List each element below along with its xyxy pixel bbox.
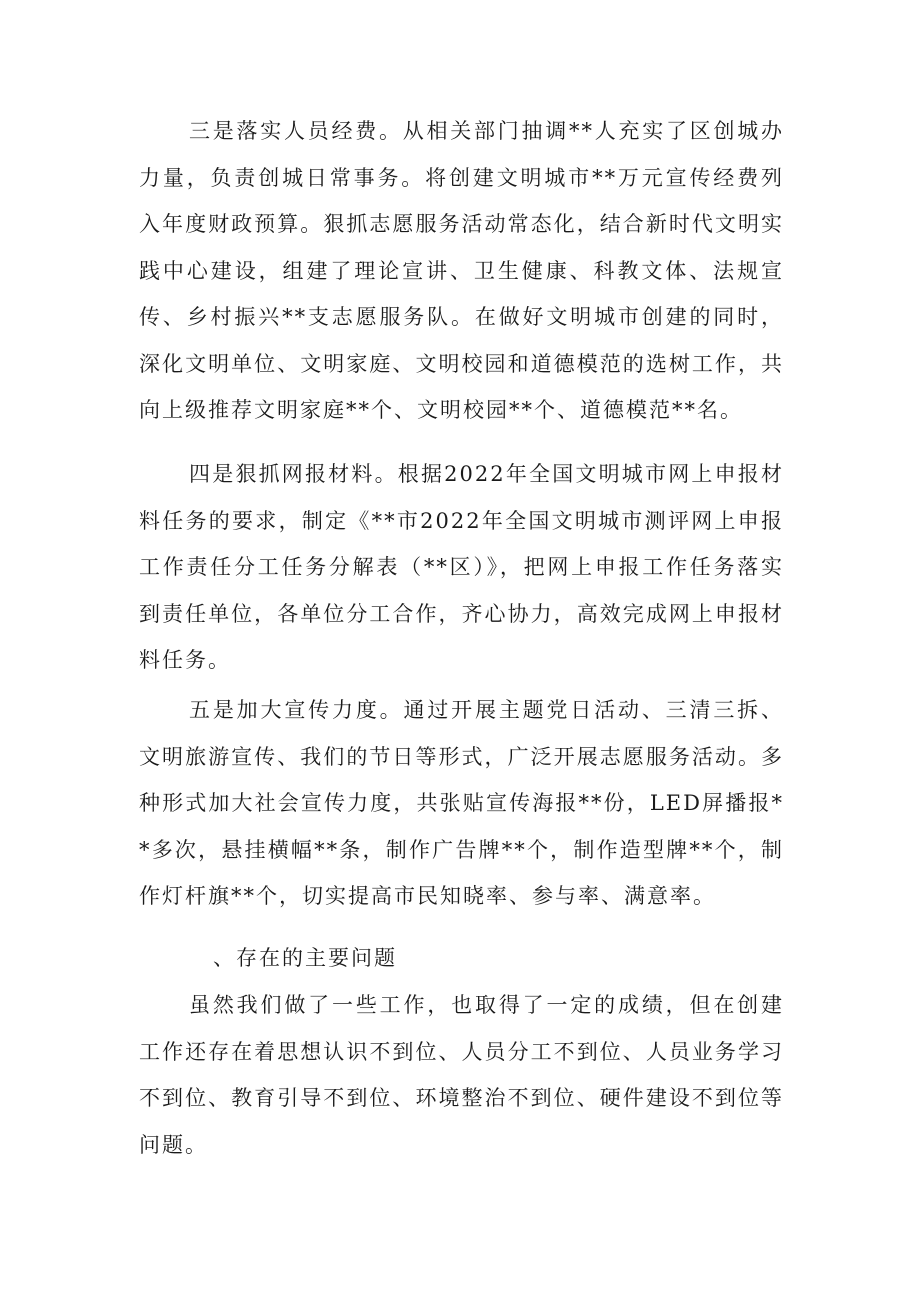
- paragraph-publicity: 五是加大宣传力度。通过开展主题党日活动、三清三拆、文明旅游宣传、我们的节日等形式，广泛开展志愿服务活动。多种形式加大社会宣传力度，共张贴宣传海报**份，LED屏播报**多次，悬挂横幅**条，制作广告牌**个，制作造型牌**个，制作灯杆旗**个，切实提高市民知晓率、参与率、满意率。: [139, 698, 784, 908]
- paragraph-problems-summary: 虽然我们做了一些工作，也取得了一定的成绩，但在创建工作还存在着思想认识不到位、人员分工不到位、人员业务学习不到位、教育引导不到位、环境整治不到位、硬件建设不到位等问题。: [139, 993, 784, 1157]
- paragraph-staff-funding: 三是落实人员经费。从相关部门抽调**人充实了区创城办力量，负责创城日常事务。将创建文明城市**万元宣传经费列入年度财政预算。狠抓志愿服务活动常态化，结合新时代文明实践中心建设，组建了理论宣讲、卫生健康、科教文体、法规宣传、乡村振兴**支志愿服务队。在做好文明城市创建的同时，深化文明单位、文明家庭、文明校园和道德模范的选树工作，共向上级推荐文明家庭**个、文明校园**个、道德模范**名。: [139, 119, 784, 422]
- section-heading-problems: 、存在的主要问题: [213, 946, 397, 970]
- paragraph-online-materials: 四是狠抓网报材料。根据2022年全国文明城市网上申报材料任务的要求，制定《**市2022年全国文明城市测评网上申报工作责任分工任务分解表（**区）》，把网上申报工作任务落实到责任单位，各单位分工合作，齐心协力，高效完成网上申报材料任务。: [139, 462, 784, 672]
